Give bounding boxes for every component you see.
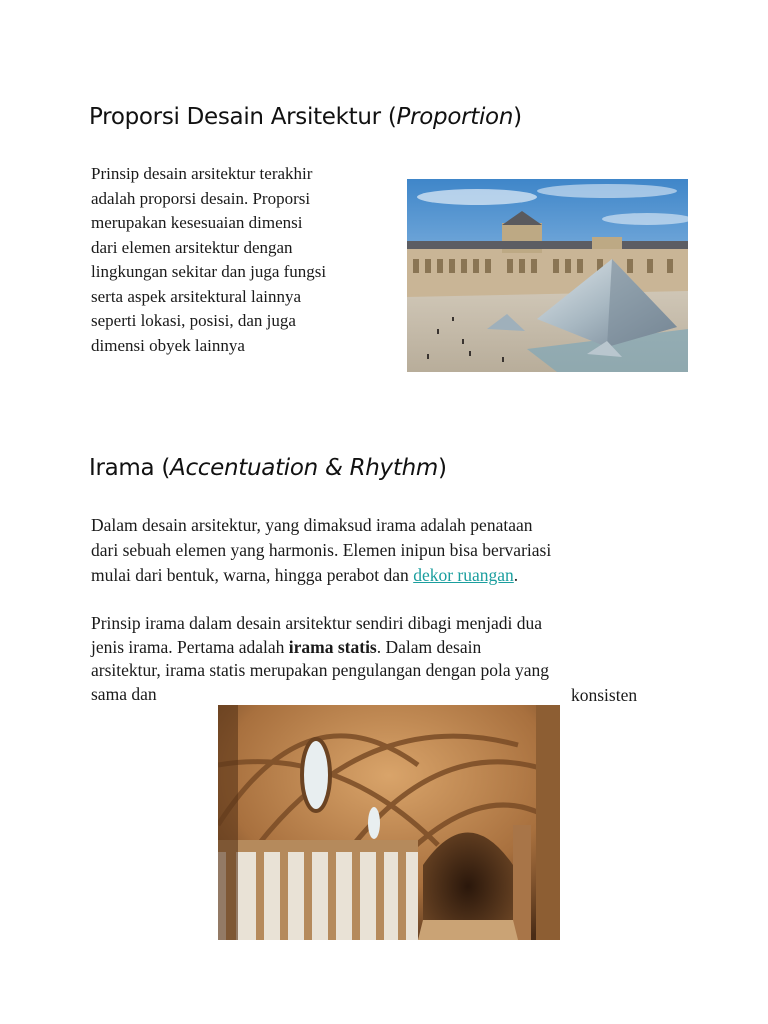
heading-close: ) <box>513 104 522 130</box>
paragraph-line: dari sebuah elemen yang harmonis. Elemen inipun bisa bervariasi <box>91 540 552 560</box>
heading-proportion <box>89 104 522 130</box>
paragraph-line: serta aspek arsitektural lainnya <box>91 286 302 306</box>
paragraph-line: seperti lokasi, posisi, dan juga <box>91 311 296 330</box>
text-span: mulai dari bentuk, warna, hingga perabot dan <box>91 565 414 585</box>
paragraph-line: adalah proporsi desain. Proporsi <box>91 188 311 208</box>
paragraph-line: Prinsip desain arsitektur terakhir <box>91 164 313 183</box>
heading-close: ) <box>437 455 447 481</box>
dekor-ruangan-link[interactable]: dekor ruangan <box>413 565 514 585</box>
heading-text: Proporsi Desain Arsitektur ( <box>89 104 397 130</box>
proportion-paragraph <box>91 162 401 358</box>
paragraph-line: Dalam desain arsitektur, yang dimaksud irama adalah penataan <box>91 515 533 535</box>
louvre-photo <box>407 179 688 372</box>
paragraph-line: dimensi obyek lainnya <box>91 335 245 355</box>
paragraph-line: merupakan kesesuaian dimensi <box>91 213 303 232</box>
text-span: jenis irama. Pertama adalah <box>91 636 289 657</box>
cloister-photo <box>218 705 560 940</box>
paragraph-line: arsitektur, irama statis merupakan pengulangan dengan pola yang <box>91 660 550 680</box>
paragraph-line: dari elemen arsitektur dengan <box>91 237 293 257</box>
paragraph-tail: konsisten <box>571 685 638 705</box>
paragraph-line: sama dan <box>91 683 157 704</box>
text-span: . <box>513 565 519 585</box>
paragraph-line: Prinsip irama dalam desain arsitektur sendiri dibagi menjadi dua <box>91 613 542 633</box>
heading-italic: Accentuation & Rhythm <box>170 455 438 481</box>
paragraph-line <box>91 563 551 588</box>
heading-text: Irama ( <box>89 455 171 481</box>
text-span: . Dalam desain <box>376 636 482 657</box>
rhythm-paragraph-1 <box>91 513 551 588</box>
paragraph-line: lingkungan sekitar dan juga fungsi <box>91 262 327 281</box>
heading-rhythm <box>89 455 447 481</box>
heading-italic: Proportion <box>396 104 514 130</box>
paragraph-line <box>91 636 549 660</box>
rhythm-paragraph-2 <box>91 612 549 706</box>
bold-term: irama statis <box>288 636 377 657</box>
